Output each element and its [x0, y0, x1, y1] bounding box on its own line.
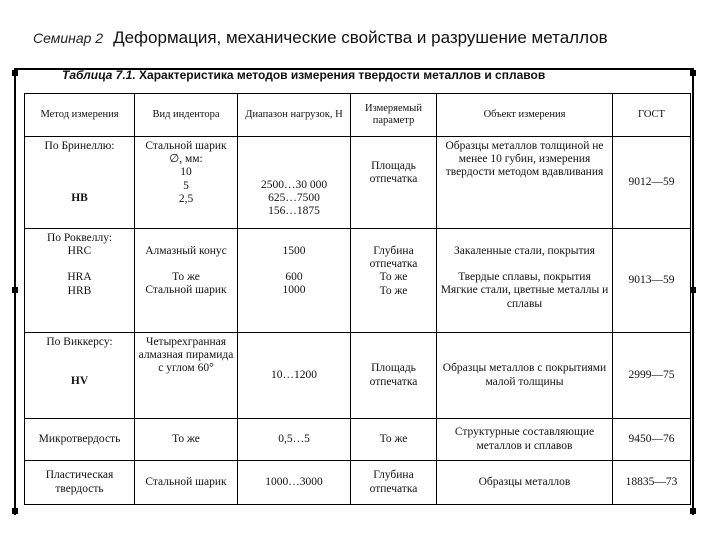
frame-handle-bottom-right	[690, 508, 696, 514]
vickers-gost-cell	[613, 333, 691, 419]
vickers-object-cell	[437, 333, 613, 419]
rockwell-indenter-1: Алмазный конус	[145, 245, 227, 257]
plastic-parameter-cell	[351, 461, 437, 505]
table-header-row	[25, 94, 691, 137]
slide-title: Деформация, механические свойства и разрушение металлов	[113, 28, 608, 47]
vickers-gost: 2999—75	[628, 368, 675, 381]
micro-loads: 0,5…5	[278, 432, 310, 445]
rockwell-object-cell	[437, 229, 613, 333]
vickers-method: По Виккерсу:	[46, 336, 113, 348]
table-row-rockwell	[25, 229, 691, 333]
frame-handle-mid-left	[12, 287, 18, 293]
rockwell-gost: 9013—59	[628, 273, 675, 286]
table-caption	[62, 68, 545, 82]
table-row-brinell	[25, 137, 691, 229]
brinell-method: По Бринеллю:	[44, 140, 115, 152]
col-header-load-range: Диапазон нагрузок, Н	[238, 94, 351, 137]
brinell-method-cell	[25, 137, 135, 229]
micro-method-cell	[25, 419, 135, 461]
brinell-diameter-2: 5	[183, 179, 189, 192]
micro-gost-cell	[613, 419, 691, 461]
rockwell-method: По Роквеллу:	[46, 232, 113, 244]
micro-indenter: То же	[172, 432, 200, 445]
rockwell-gost-cell	[613, 229, 691, 333]
plastic-gost-cell	[613, 461, 691, 505]
vickers-method-cell	[25, 333, 135, 419]
table-row-microhardness	[25, 419, 691, 461]
rockwell-load-cell	[238, 229, 351, 333]
micro-gost: 9450—76	[628, 432, 675, 445]
rockwell-indenter-3: Стальной шарик	[145, 284, 227, 297]
col-header-method: Метод измерения	[25, 94, 135, 137]
plastic-method-cell	[25, 461, 135, 505]
plastic-loads: 1000…3000	[265, 475, 323, 488]
col-header-gost: ГОСТ	[613, 94, 691, 137]
rockwell-object-1: Закаленные стали, покрытия	[454, 245, 595, 257]
rockwell-indenter-2: То же	[172, 271, 200, 284]
micro-indenter-cell	[135, 419, 238, 461]
hardness-methods-table	[24, 93, 691, 505]
frame-handle-top-left	[12, 70, 18, 76]
caption-text: Характеристика методов измерения твердости металлов и сплавов	[139, 68, 546, 82]
rockwell-object-2: Твердые сплавы, покрытия	[458, 271, 591, 284]
slide-header	[33, 28, 713, 48]
vickers-loads: 10…1200	[271, 368, 317, 381]
rockwell-load-3: 1000	[282, 284, 306, 297]
rockwell-load-1: 1500	[282, 245, 306, 257]
col-header-indenter: Вид индентора	[135, 94, 238, 137]
brinell-load-1: 2500…30 000	[260, 179, 328, 191]
micro-parameter-cell	[351, 419, 437, 461]
vickers-indenter-cell	[135, 333, 238, 419]
rockwell-scale-hrc: HRC	[67, 245, 92, 258]
rockwell-scale-hrb: HRB	[67, 284, 92, 297]
rockwell-method-cell	[25, 229, 135, 333]
plastic-gost: 18835—73	[625, 475, 678, 488]
caption-number: Таблица 7.1.	[62, 68, 136, 82]
micro-load-cell	[238, 419, 351, 461]
col-header-object: Объект измерения	[437, 94, 613, 137]
vickers-object: Образцы металлов с покрытиями малой толщины	[442, 362, 607, 388]
table-row-vickers	[25, 333, 691, 419]
brinell-symbol: НВ	[71, 192, 88, 205]
rockwell-indenter-cell	[135, 229, 238, 333]
rockwell-parameter-3: То же	[379, 284, 408, 297]
vickers-symbol: HV	[70, 375, 89, 388]
brinell-diameter-3: 2,5	[178, 192, 194, 205]
frame-handle-bottom-left	[12, 508, 18, 514]
plastic-parameter: Глубина отпечатка	[369, 469, 418, 495]
brinell-indenter-diameter: ∅, мм:	[169, 153, 203, 166]
micro-parameter: То же	[379, 432, 408, 445]
col-header-parameter: Измеряемый параметр	[351, 94, 437, 137]
table-row-plastic-hardness	[25, 461, 691, 505]
brinell-indenter-cell	[135, 137, 238, 229]
plastic-object-cell	[437, 461, 613, 505]
brinell-parameter-cell	[351, 137, 437, 229]
brinell-gost: 9012—59	[628, 175, 675, 188]
brinell-object: Образцы металлов толщиной не менее 10 губин, измерения твердости методом вдавливания	[445, 140, 604, 179]
vickers-parameter: Площадь отпечатка	[369, 362, 418, 388]
brinell-load-3: 156…1875	[268, 205, 320, 218]
vickers-parameter-cell	[351, 333, 437, 419]
brinell-object-cell	[437, 137, 613, 229]
rockwell-parameter-2: То же	[379, 271, 408, 284]
vickers-indenter: Четырехгранная алмазная пирамида с углом 60°	[138, 336, 234, 375]
seminar-label: Семинар 2	[33, 30, 104, 46]
brinell-load-2: 625…7500	[268, 192, 320, 205]
micro-object-cell	[437, 419, 613, 461]
rockwell-parameter-1: Глубина отпечатка	[369, 245, 418, 271]
plastic-indenter: Стальной шарик	[145, 475, 227, 488]
plastic-object: Образцы металлов	[478, 475, 571, 488]
micro-method: Микротвердость	[38, 432, 121, 445]
brinell-load-cell	[238, 137, 351, 229]
brinell-parameter: Площадь отпечатка	[369, 160, 418, 186]
brinell-indenter-name: Стальной шарик	[145, 140, 227, 152]
frame-handle-top-right	[690, 70, 696, 76]
micro-object: Структурные составляющие металлов и сплавов	[454, 426, 595, 452]
vickers-load-cell	[238, 333, 351, 419]
brinell-diameter-1: 10	[180, 166, 192, 179]
brinell-gost-cell	[613, 137, 691, 229]
rockwell-object-3: Мягкие стали, цветные металлы и сплавы	[440, 284, 609, 310]
plastic-method: Пластическая твердость	[45, 469, 114, 495]
rockwell-scale-hra: HRA	[67, 271, 92, 284]
rockwell-parameter-cell	[351, 229, 437, 333]
plastic-load-cell	[238, 461, 351, 505]
rockwell-load-2: 600	[285, 271, 303, 284]
plastic-indenter-cell	[135, 461, 238, 505]
